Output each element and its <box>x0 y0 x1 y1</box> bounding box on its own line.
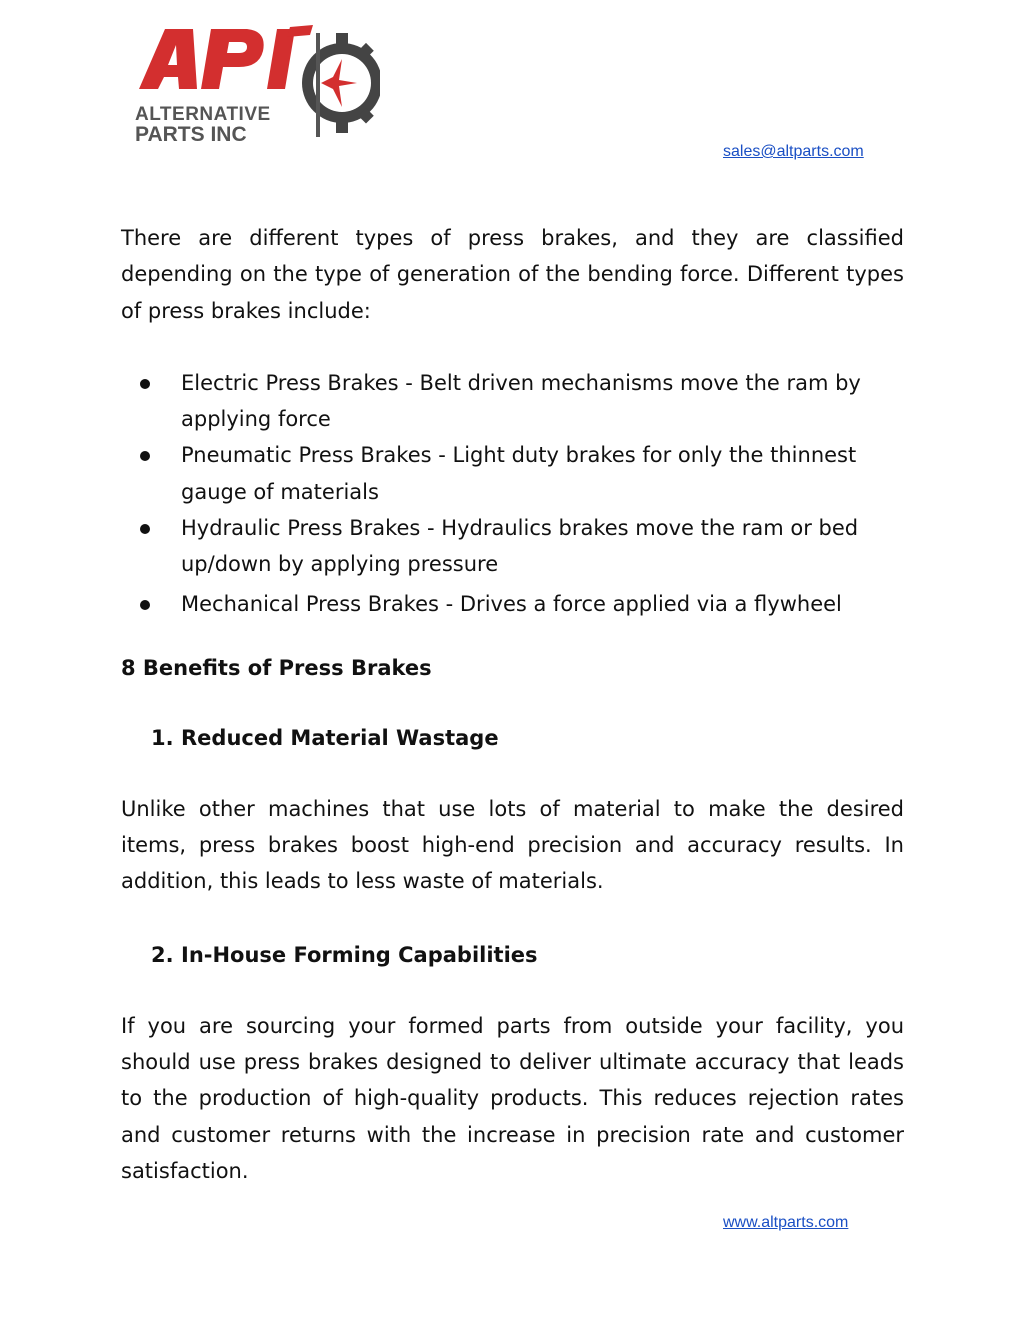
benefit-title: Reduced Material Wastage <box>181 726 499 751</box>
bullet-icon <box>140 451 150 461</box>
api-logo <box>135 25 380 147</box>
bullet-icon <box>140 524 150 534</box>
logo-line-2: PARTS INC <box>135 123 247 146</box>
list-item-text: Pneumatic Press Brakes - Light duty brakes for only the thinnest gauge of materials <box>181 443 857 504</box>
website-link[interactable]: www.altparts.com <box>723 1214 849 1231</box>
list-item <box>121 365 904 438</box>
list-item-text: Hydraulic Press Brakes - Hydraulics brakes move the ram or bed up/down by applying pressure <box>181 516 859 577</box>
press-brake-types-list <box>121 365 904 622</box>
list-item <box>121 437 904 510</box>
benefit-paragraph-1: Unlike other machines that use lots of material to make the desired items, press brakes boost high-end precision and accuracy results. In addition, this leads to less waste of materials. <box>121 796 904 894</box>
list-item-text: Mechanical Press Brakes - Drives a force applied via a flywheel <box>181 591 842 616</box>
benefit-heading-2 <box>121 937 904 973</box>
email-link[interactable]: sales@altparts.com <box>723 143 864 160</box>
benefit-number: 1. <box>151 726 174 751</box>
logo-line-1: ALTERNATIVE <box>135 104 271 125</box>
logo-text <box>135 105 271 145</box>
benefit-heading-1 <box>121 720 904 756</box>
document-body <box>121 220 904 1189</box>
bullet-icon <box>140 379 150 389</box>
benefit-title: In-House Forming Capabilities <box>181 943 538 968</box>
intro-paragraph: There are different types of press brakes, and they are classified depending on the type of generation of the bending force. Different types of press brakes include: <box>121 226 904 323</box>
list-item <box>121 586 904 622</box>
benefits-heading: 8 Benefits of Press Brakes <box>121 655 432 680</box>
benefit-number: 2. <box>151 943 174 968</box>
list-item <box>121 510 904 583</box>
bullet-icon <box>140 600 150 610</box>
list-item-text: Electric Press Brakes - Belt driven mechanisms move the ram by applying force <box>181 370 861 432</box>
benefit-paragraph-2: If you are sourcing your formed parts from outside your facility, you should use press brakes designed to deliver ultimate accuracy that leads to the production of high-quality products. This reduces rejection rates and customer returns with the increase in precision rate and customer satisfaction. <box>121 1013 904 1183</box>
